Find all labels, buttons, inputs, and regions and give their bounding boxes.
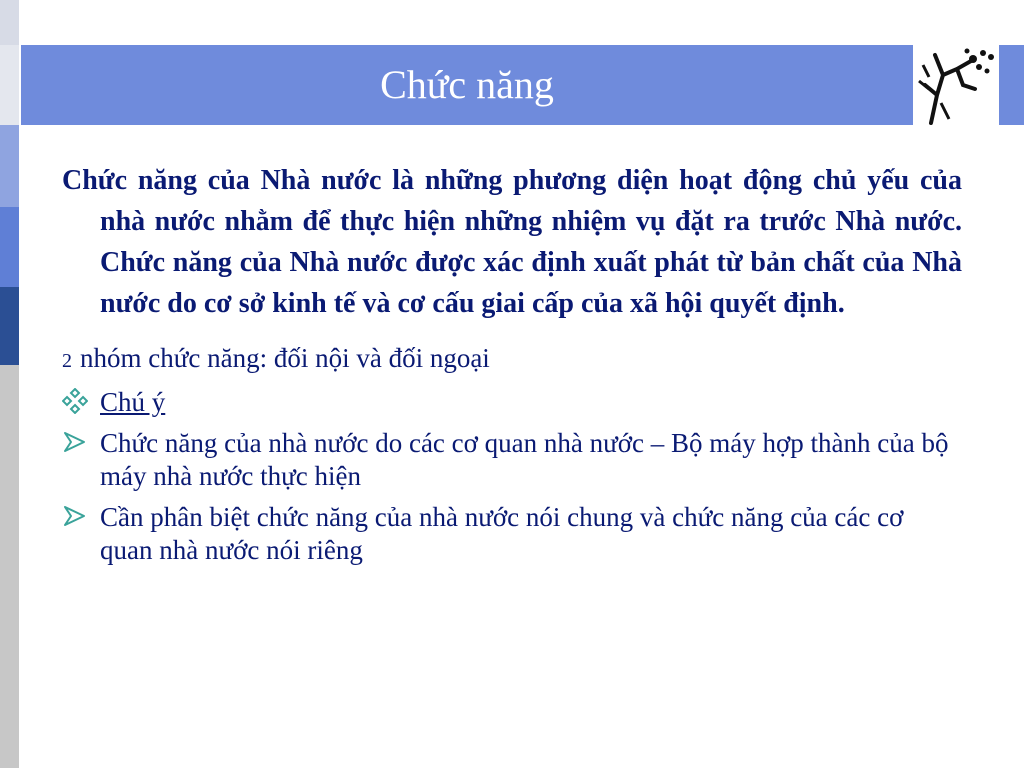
- tree-branch-logo: [913, 45, 999, 125]
- arrow-right-outline-icon: [62, 429, 92, 459]
- note-item: [62, 386, 962, 419]
- slide-content: [62, 160, 962, 567]
- note-label: Chú ý: [100, 387, 166, 417]
- groups-text: nhóm chức năng: đối nội và đối ngoại: [80, 343, 490, 373]
- left-bar-segment: [0, 125, 19, 207]
- left-bar-segment: [0, 365, 19, 768]
- list-item: [62, 501, 962, 567]
- groups-number: 2: [62, 350, 72, 372]
- slide-title: Chức năng: [380, 62, 554, 107]
- bullet-text: Cần phân biệt chức năng của nhà nước nói chung và chức năng của các cơ quan nhà nước nói riêng: [100, 502, 904, 565]
- definition-paragraph: Chức năng của Nhà nước là những phương diện hoạt động chủ yếu của nhà nước nhằm để thực hiện những nhiệm vụ đặt ra trước Nhà nước. Chức năng của Nhà nước được xác định xuất phát từ bản chất của Nhà nước do cơ sở kinh tế và cơ cấu giai cấp của xã hội quyết định.: [62, 165, 962, 319]
- left-bar-segment: [0, 0, 19, 45]
- arrow-right-outline-icon: [62, 503, 92, 533]
- title-bar: [21, 45, 913, 125]
- groups-line: [62, 342, 962, 378]
- left-decorative-bar: [0, 0, 19, 768]
- bullet-text: Chức năng của nhà nước do các cơ quan nhà nước – Bộ máy hợp thành của bộ máy nhà nước thực hiện: [100, 428, 949, 491]
- list-item: [62, 427, 962, 493]
- left-bar-segment: [0, 207, 19, 287]
- diamond-four-icon: [62, 388, 92, 418]
- right-decorative-strip: [999, 45, 1024, 125]
- left-bar-segment: [0, 287, 19, 365]
- logo-icon: [913, 45, 999, 125]
- left-bar-segment: [0, 45, 19, 125]
